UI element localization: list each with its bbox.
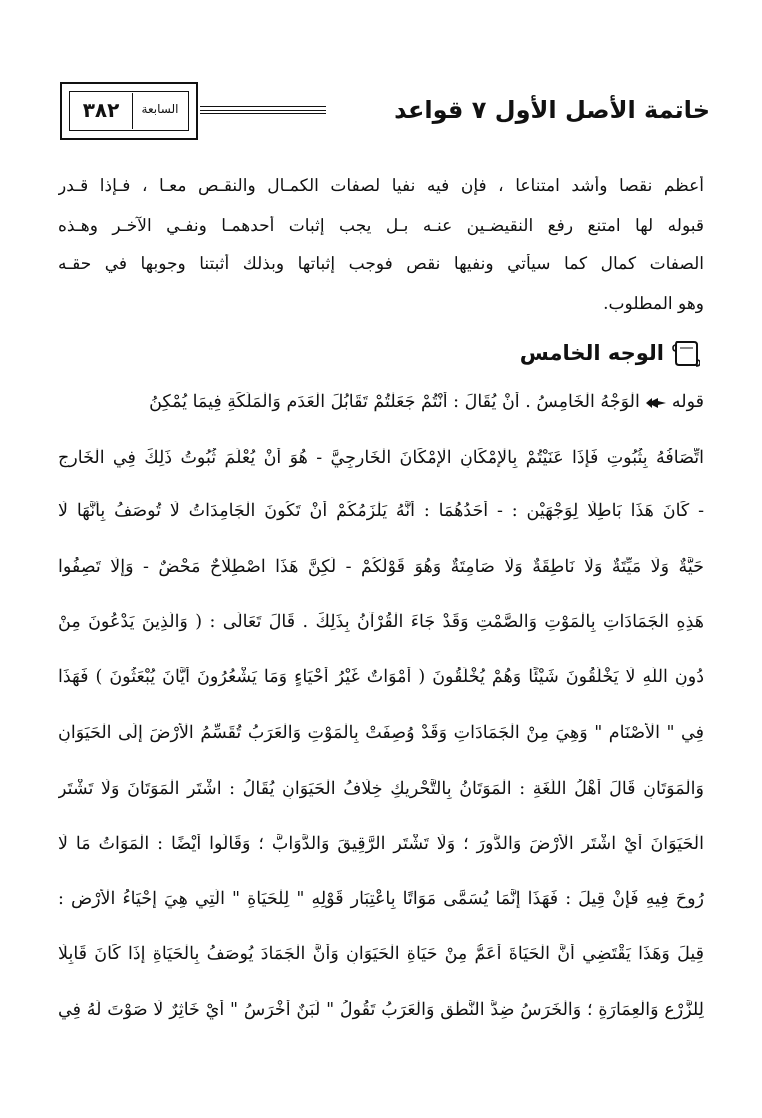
intro-line: الصفات كمال كما سيأتي ونفيها نقص فوجب إثباتها وبذلك أثبتنا وجوبها في حقـه [58,254,704,274]
quote-line: قِيلَ وَهَذَا يَقْتَضِي أَنَّ الْحَيَاةَ أَعَمُّ مِنْ حَيَاةِ الْحَيَوَانِ وَأَنَّ الْجَمَادَ يُوصَفُ بِالْحَيَاةِ إذَا كَانَ قَابِلًا [58,944,704,964]
page-number-box [60,82,198,140]
quote-line: حَيَّةٌ وَلَا مَيِّتَةٌ وَلَا نَاطِقَةٌ وَلَا صَامِتَةٌ وَهُوَ قَوْلُكُمْ - لَكِنَّ هَذَا اصْطِلَاحٌ مَحْضٌ - وَإِلَّا تَصِفُوا [58,557,704,577]
quote-line-first [58,392,704,412]
chapter-title: خاتمة الأصل الأول ٧ قواعد [394,96,710,124]
quote-line: - كَانَ هَذَا بَاطِلًا لِوَجْهَيْنِ : - أَحَدُهُمَا : أَنَّهُ يَلْزَمُكُمْ أَنْ تَكُونَ الْجَامِدَاتُ لَا تُوصَفُ بِأَنَّهَا لَا [58,501,704,521]
quote-line: الْوَجْهُ الْخَامِسُ . أَنْ يُقَالَ : أَنْتُمْ جَعَلْتُمْ تَقَابُلَ الْعَدَمِ وَالْمَلَكَةِ فِيمَا يُمْكِنُ [149,392,640,412]
quote-lead: قوله [671,392,704,412]
quote-line: رُوحَ فِيهِ فَإِنْ قِيلَ : فَهَذَا إنَّمَا يُسَمَّى مَوَاتًا بِاعْتِبَارِ قَوْلِهِ " لِلْحَيَاةِ " الَّتِي هِيَ إحْيَاءُ الْأَرْضِ : [58,889,704,909]
intro-line: قبوله لها امتنع رفع النقيضـين عنـه بـل يجب إثبات أحدهمـا ونفـي الآخـر وهـذه [58,216,704,236]
intro-line: وهو المطلوب. [603,294,704,314]
scroll-icon [670,338,700,368]
quote-line: وَالْمَوَتَانِ قَالَ أَهْلُ اللُّغَةِ : الْمَوَتَانُ بِالتَّحْرِيكِ خِلَافُ الْحَيَوَانِ يُقَالُ : اشْتَرِ الْمَوَتَانَ وَلَا تَشْتَرِ [58,779,704,799]
section-heading [520,336,700,370]
header-rule [200,106,326,118]
quote-line: اتِّصَافُهُ بِثُبُوتِ فَإِذَا عَنَيْتُمْ بِالْإِمْكَانِ الْإِمْكَانَ الْخَارِجِيَّ - هُوَ أَنْ يُعْلَمَ ثُبُوتُ ذَلِكَ فِي الْخَارِجِ [58,448,704,468]
volume-label: السابعة [141,102,179,116]
page-header [60,82,710,144]
quote-line: فِي " الْأَصْنَامِ " وَهِيَ مِنْ الْجَمَادَاتِ وَقَدْ وُصِفَتْ بِالْمَوْتِ وَالْعَرَبُ تُقَسِّمُ الْأَرْضَ إلَى الْحَيَوَانِ [58,723,704,743]
section-title: الوجه الخامس [519,341,664,365]
intro-line: أعظم نقصا وأشد امتناعا ، فإن فيه نفيا لصفات الكمـال والنقـص معـا ، فـإذا قـدر [58,176,704,196]
quote-line: الْحَيَوَانَ أَيْ اشْتَرِ الْأَرْضَ وَالدُّورَ ؛ وَلَا تَشْتَرِ الرَّقِيقَ وَالدَّوَابَّ ؛ وَقَالُوا أَيْضًا : الْمَوَاتُ مَا لَا [58,834,704,854]
page-number: ٣٨٢ [82,98,120,122]
quote-line: لِلزَّرْعِ وَالْعِمَارَةِ ؛ وَالْخَرَسُ ضِدُّ النُّطْقِ وَالْعَرَبُ تَقُولُ " لَبَنٌ أَخْرَسُ " أَيْ خَاثِرٌ لَا صَوْتَ لَهُ فِي [58,1000,704,1020]
quote-line: هَذِهِ الْجَمَادَاتِ بِالْمَوْتِ وَالصَّمْتِ وَقَدْ جَاءَ الْقُرْآنُ بِذَلِكَ . قَالَ تَعَالَى : ( وَالَّذِينَ يَدْعُونَ مِنْ [58,612,704,632]
quote-line: دُونِ اللَّهِ لَا يَخْلُقُونَ شَيْئًا وَهُمْ يُخْلَقُونَ ( أَمْوَاتٌ غَيْرُ أَحْيَاءٍ وَمَا يَشْعُرُونَ أَيَّانَ يُبْعَثُونَ ) فَهَذَا [58,667,704,687]
ornament-icon [644,396,668,410]
